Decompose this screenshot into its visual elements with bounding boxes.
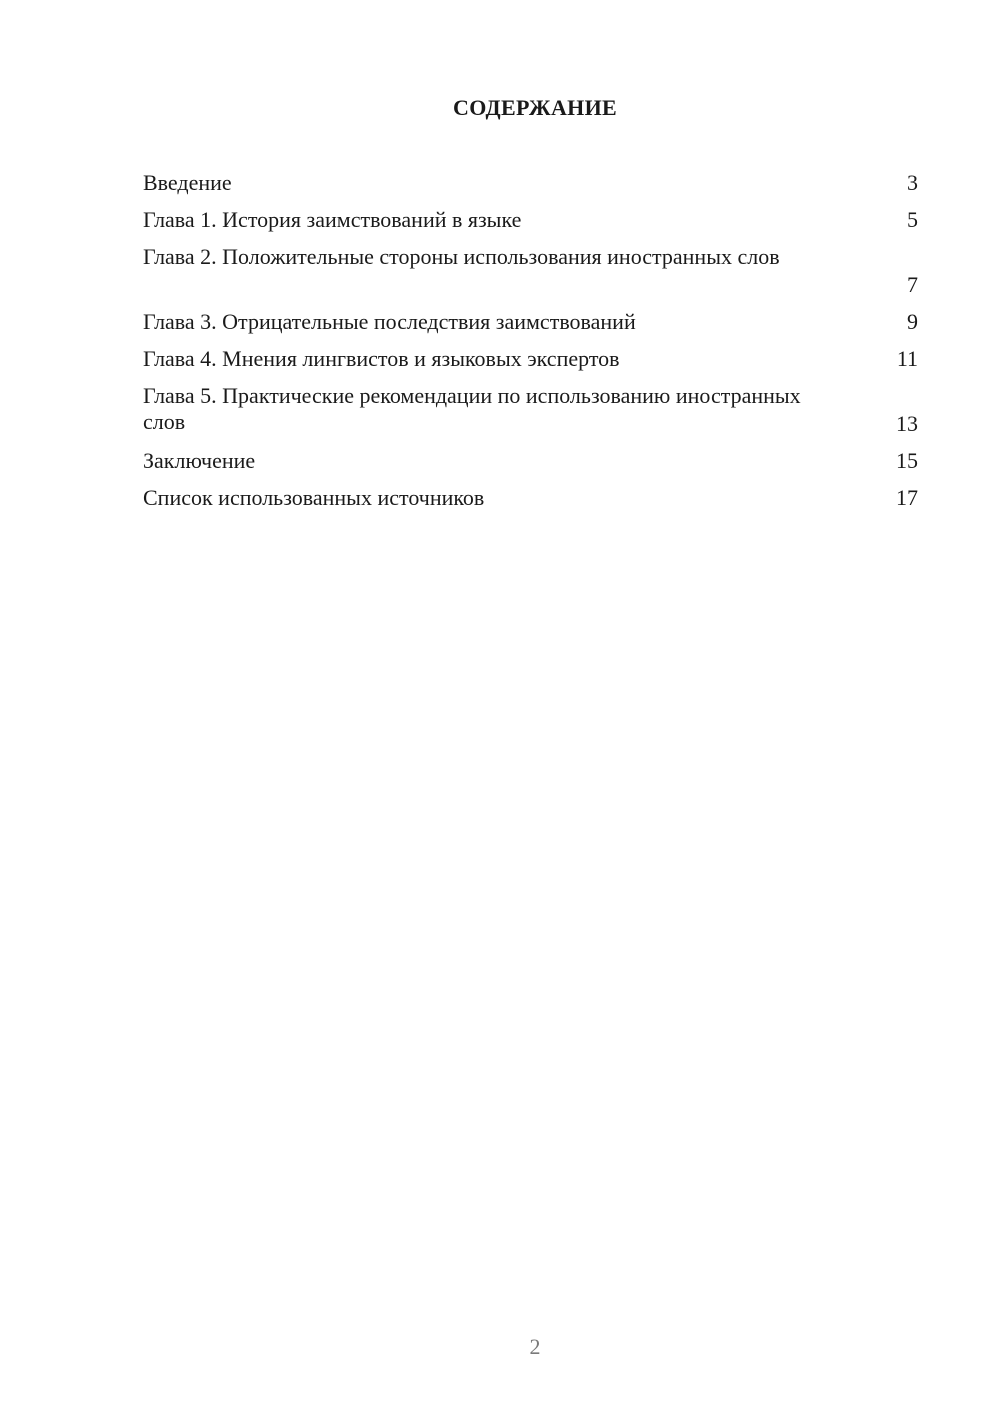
toc-entry-chapter-3 [143, 309, 918, 346]
toc-entry-page: 15 [896, 448, 918, 473]
toc-entry-title: Глава 1. История заимствований в языке [143, 207, 522, 232]
toc-entry-chapter-1 [143, 207, 918, 244]
toc-entry-page: 3 [907, 170, 918, 195]
toc-entry-page: 11 [896, 346, 918, 371]
toc-entry-page: 9 [907, 309, 918, 334]
toc-entry-title: Список использованных источников [143, 485, 485, 510]
page-title: СОДЕРЖАНИЕ [453, 95, 617, 120]
toc-entry-page: 13 [896, 411, 918, 436]
toc-entry-references [143, 485, 918, 522]
toc-entry-chapter-2 [143, 244, 918, 309]
toc-entry-title: Заключение [143, 448, 256, 473]
toc-entry-conclusion [143, 448, 918, 485]
table-of-contents [143, 170, 918, 522]
page-number: 2 [529, 1334, 541, 1359]
toc-entry-chapter-4 [143, 346, 918, 383]
toc-entry-title: Глава 4. Мнения лингвистов и языковых экспертов [143, 346, 620, 371]
toc-entry-title: Глава 2. Положительные стороны использования иностранных слов [143, 244, 780, 269]
toc-entry-page: 17 [896, 485, 918, 510]
toc-entry-title: Введение [143, 170, 232, 195]
toc-entry-introduction [143, 170, 918, 207]
toc-entry-page: 7 [907, 272, 918, 297]
toc-entry-chapter-5 [143, 383, 918, 448]
toc-entry-title: Глава 3. Отрицательные последствия заимствований [143, 309, 636, 334]
toc-entry-page: 5 [907, 207, 918, 232]
toc-entry-title: Глава 5. Практические рекомендации по использованию иностранных слов [143, 383, 801, 434]
